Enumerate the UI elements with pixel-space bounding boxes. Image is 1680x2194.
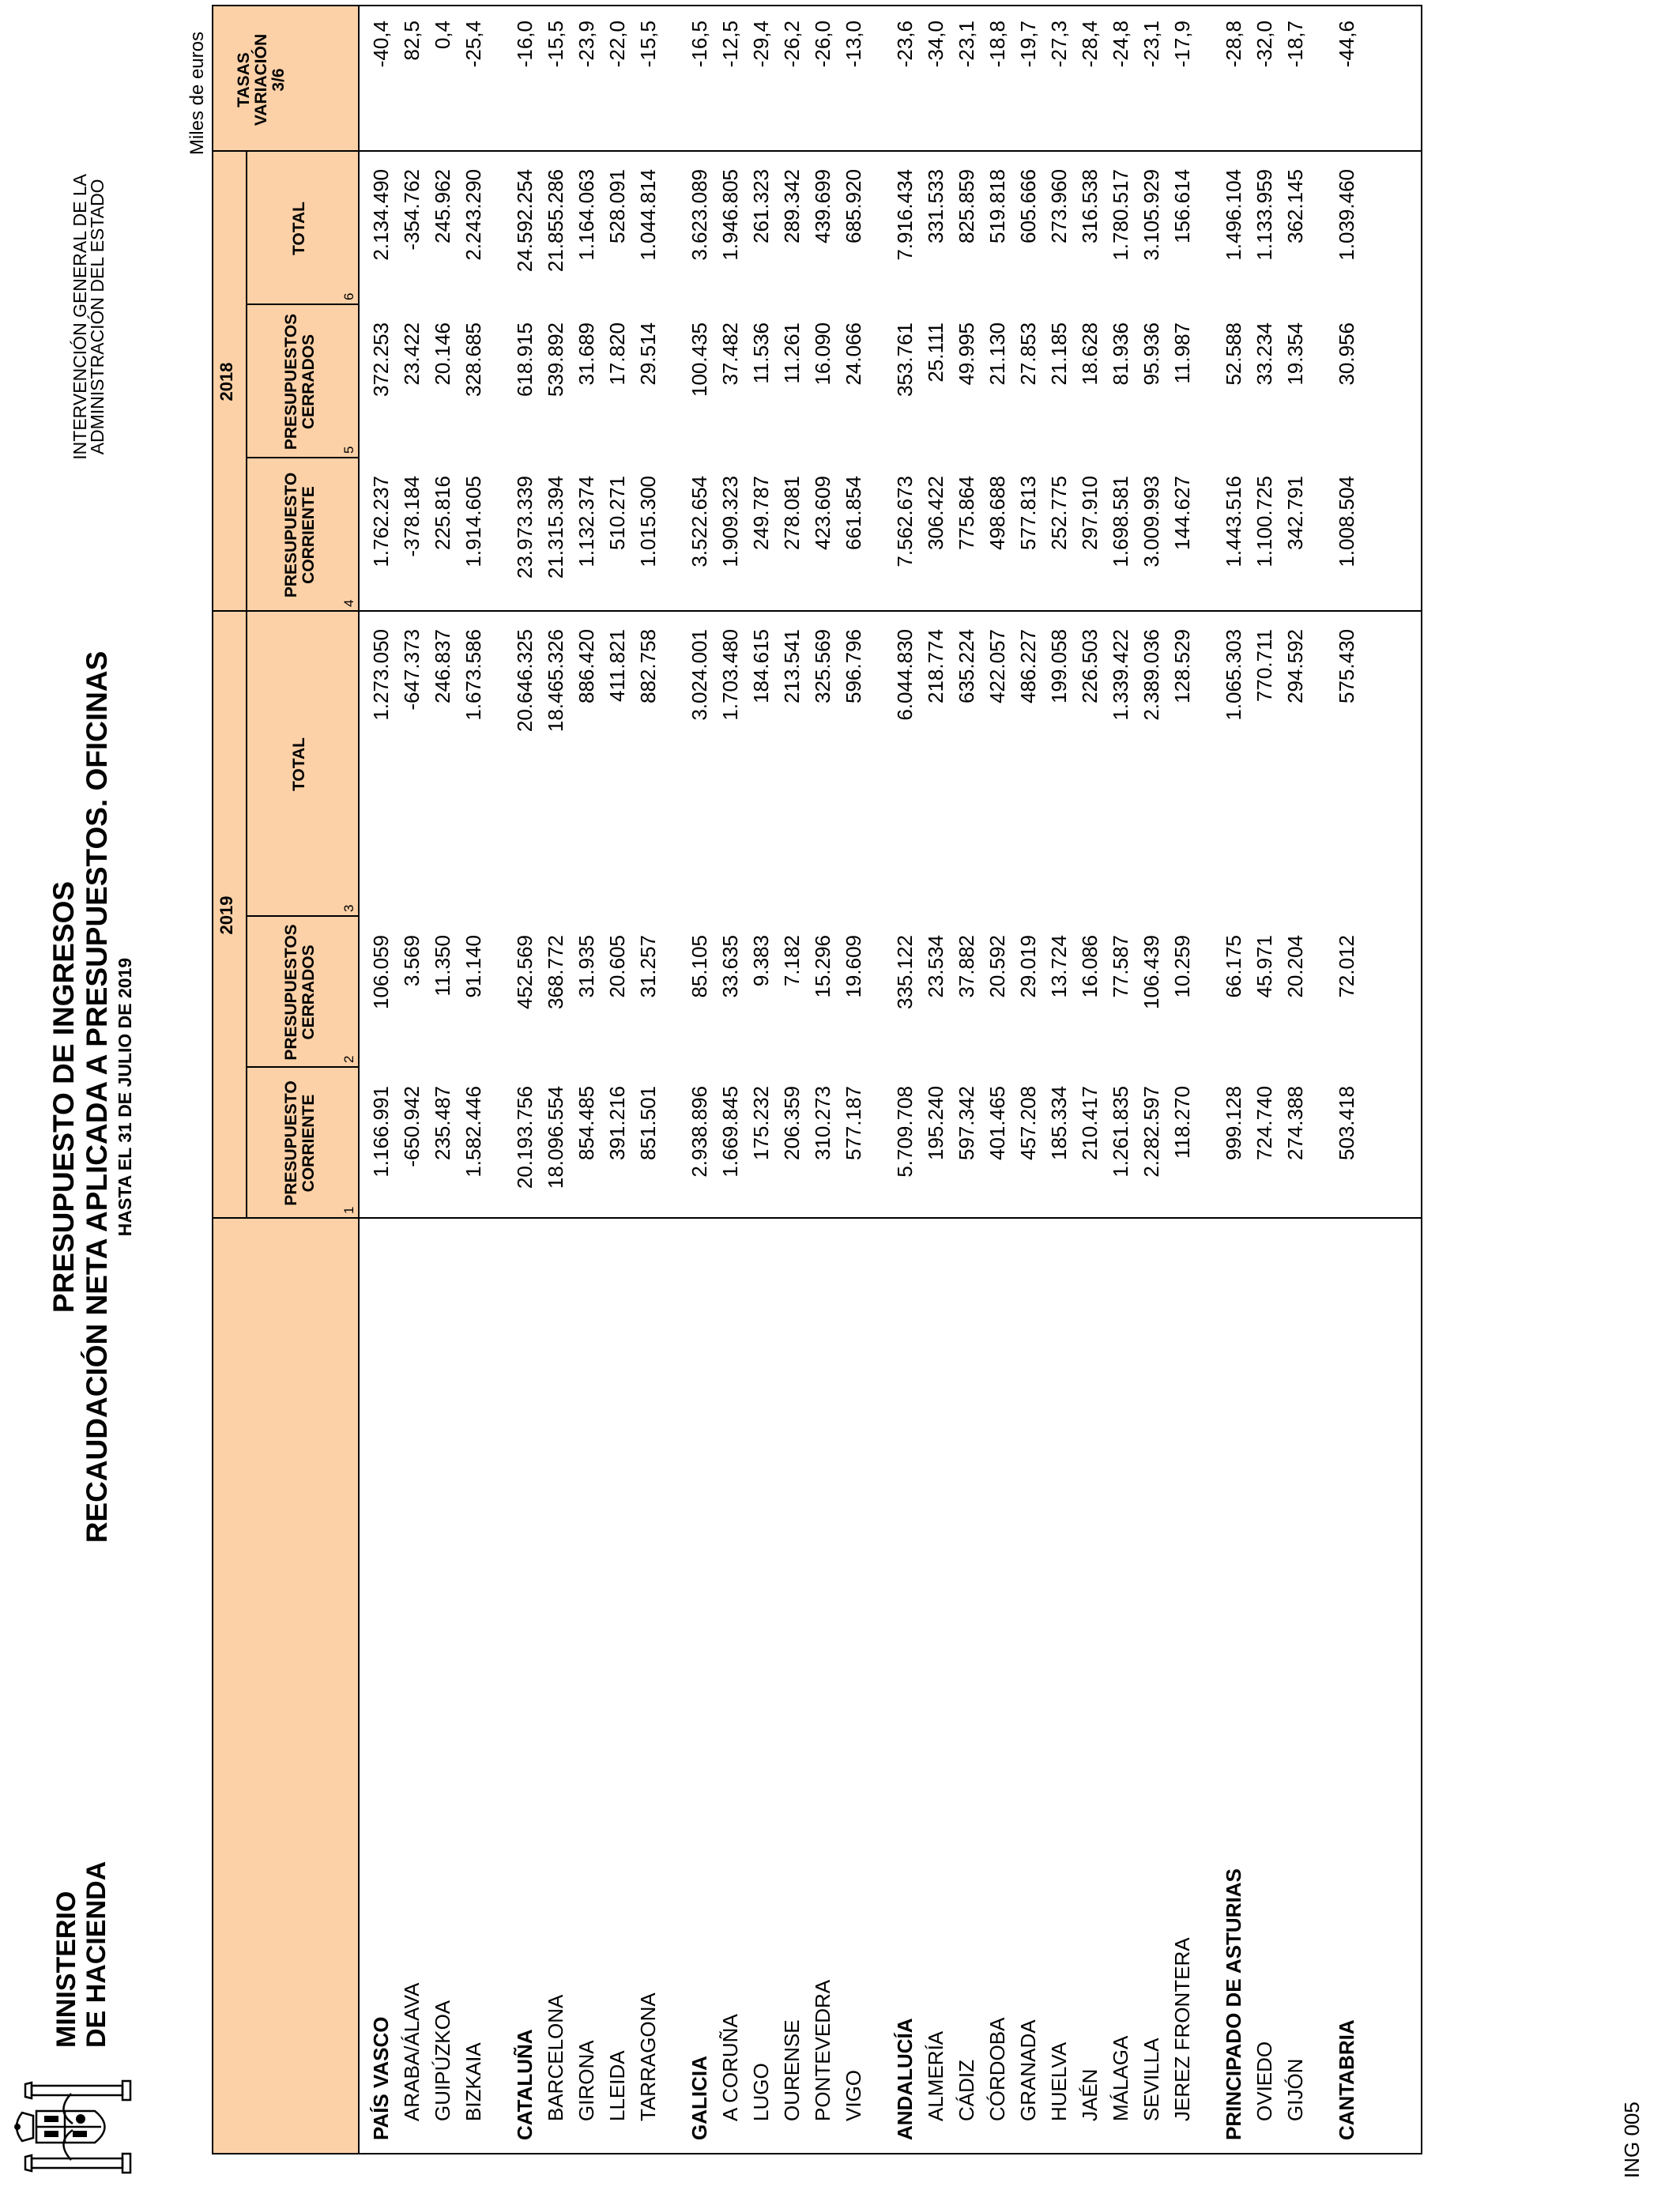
cell-value-1: 20.193.756 [513,1086,537,1189]
cell-value-2: 20.204 [1283,935,1307,998]
cell-value-5: 353.761 [893,322,917,397]
cell-value-6: 1.946.805 [718,169,742,261]
cell-value-5: 11.536 [749,322,773,384]
cell-value-6: 685.920 [842,169,865,243]
cell-value-4: 3.522.654 [687,476,711,567]
cell-value-5: 81.936 [1109,322,1132,386]
igae-line-2: ADMINISTRACIÓN DEL ESTADO [87,179,107,455]
cell-tasa: -17,9 [1170,21,1194,68]
cell-value-3: 218.774 [924,629,947,703]
cell-value-5: 24.066 [842,322,865,386]
cell-value-3: 635.224 [955,629,978,703]
row-label: GIRONA [574,2040,598,2121]
cell-value-2: 31.257 [636,935,660,998]
column-number-1: 1 [341,1206,356,1214]
cell-tasa: -26,2 [780,21,804,68]
cell-value-4: -378.184 [400,476,424,557]
cell-value-3: 2.389.036 [1139,629,1163,721]
cell-value-2: 85.105 [687,935,711,998]
row-label: JEREZ FRONTERA [1170,1937,1194,2121]
cell-value-4: 249.787 [749,476,773,550]
tasas-line-3: 3/6 [269,68,288,92]
row-label: ARABA/ÁLAVA [400,1982,424,2121]
row-label: PAÍS VASCO [369,2016,393,2140]
cell-value-1: 1.582.446 [461,1086,485,1178]
cell-value-3: 294.592 [1283,629,1307,703]
cell-tasa: -23,1 [955,21,978,68]
cell-value-5: 618.915 [513,322,537,397]
cell-value-5: 21.130 [985,322,1009,386]
cell-value-4: 1.762.237 [369,476,393,567]
cell-value-4: 144.627 [1170,476,1194,550]
cell-value-1: 999.128 [1222,1086,1245,1160]
row-label: MÁLAGA [1109,2035,1132,2121]
row-label: PONTEVEDRA [811,1979,834,2121]
cell-value-3: 1.703.480 [718,629,742,721]
column-header-label-2: CORRIENTE [299,486,318,584]
cell-value-4: 510.271 [605,476,629,550]
cell-value-6: 261.323 [749,169,773,243]
row-label: GIJÓN [1283,2058,1307,2121]
cell-value-2: 66.175 [1222,935,1245,998]
cell-value-6: 331.533 [924,169,947,243]
row-label: SEVILLA [1139,2038,1163,2121]
cell-value-4: 661.854 [842,476,865,550]
title-line-1: PRESUPUESTO DE INGRESOS [47,880,80,1314]
row-label: CÁDIZ [955,2060,978,2121]
column-number-4: 4 [341,599,356,607]
cell-value-2: 9.383 [749,935,773,987]
cell-value-5: 27.853 [1016,322,1040,386]
cell-tasa: -44,6 [1335,21,1358,68]
cell-value-3: 770.711 [1252,629,1276,703]
cell-value-4: 775.864 [955,476,978,550]
cell-value-6: 316.538 [1078,169,1102,243]
cell-value-3: 226.503 [1078,629,1102,703]
cell-tasa: -15,5 [636,21,660,68]
column-header-label-2: CORRIENTE [299,1094,318,1193]
cell-tasa: -15,5 [544,21,567,68]
cell-value-6: 1.044.814 [636,169,660,261]
column-header-label-1: PRESUPUESTOS [282,924,300,1061]
cell-value-1: 1.166.991 [369,1086,393,1178]
cell-value-4: 1.698.581 [1109,476,1132,567]
cell-value-2: 11.350 [431,935,454,997]
column-header-label-1: PRESUPUESTO [282,1080,300,1206]
row-label: GALICIA [687,2056,711,2140]
cell-tasa: -23,6 [893,21,917,68]
cell-value-5: 16.090 [811,322,834,386]
row-label: OVIEDO [1252,2041,1276,2121]
cell-tasa: -26,0 [811,21,834,68]
cell-value-6: 825.859 [955,169,978,243]
unit-label: Miles de euros [186,32,208,156]
column-number-3: 3 [341,904,356,912]
cell-value-4: 498.688 [985,476,1009,550]
cell-value-4: 1.008.504 [1335,476,1358,567]
row-label: BARCELONA [544,1994,567,2121]
cell-value-4: 1.443.516 [1222,476,1245,567]
column-header-label-2: CERRADOS [299,944,318,1040]
cell-value-5: 539.892 [544,322,567,397]
ministry-line-2: DE HACIENDA [81,1860,111,2048]
title-line-2: RECAUDACIÓN NETA APLICADA A PRESUPUESTOS. OFICINAS [81,650,113,1544]
cell-value-1: 503.418 [1335,1086,1358,1160]
cell-value-1: 206.359 [780,1086,804,1160]
cell-tasa: -18,7 [1283,21,1307,68]
cell-value-6: 1.496.104 [1222,169,1245,261]
row-label: CÓRDOBA [985,2017,1009,2121]
title-line-3: HASTA EL 31 DE JULIO DE 2019 [115,957,135,1237]
cell-tasa: -34,0 [924,21,947,68]
cell-value-3: 1.065.303 [1222,629,1245,721]
row-label: CATALUÑA [513,2029,537,2140]
cell-value-6: 24.592.254 [513,169,537,273]
cell-value-6: 1.780.517 [1109,169,1132,261]
cell-value-6: 362.145 [1283,169,1307,243]
cell-value-6: 1.133.959 [1252,169,1276,261]
column-header-label-1: PRESUPUESTOS [282,313,300,450]
cell-tasa: -19,7 [1016,21,1040,68]
cell-tasa: 0,4 [431,21,454,50]
cell-tasa: -40,4 [369,21,393,68]
cell-value-4: 23.973.339 [513,476,537,579]
cell-value-1: 5.709.708 [893,1086,917,1178]
cell-value-5: 49.995 [955,322,978,386]
cell-value-3: 486.227 [1016,629,1040,703]
cell-value-1: 195.240 [924,1086,947,1160]
cell-value-4: 7.562.673 [893,476,917,567]
cell-value-1: 18.096.554 [544,1086,567,1189]
row-label: PRINCIPADO DE ASTURIAS [1222,1868,1245,2140]
cell-value-1: 274.388 [1283,1086,1307,1160]
cell-value-4: 342.791 [1283,476,1307,550]
cell-value-3: 18.465.326 [544,629,567,733]
cell-value-5: 25.111 [924,322,947,383]
cell-value-3: 199.058 [1047,629,1071,703]
cell-value-3: 1.673.586 [461,629,485,721]
cell-value-4: 278.081 [780,476,804,550]
cell-value-5: 21.185 [1047,322,1071,386]
column-header-label-1: TOTAL [290,737,308,792]
cell-value-2: 16.086 [1078,935,1102,998]
cell-value-6: 21.855.286 [544,169,567,273]
cell-value-5: 20.146 [431,322,454,386]
cell-value-5: 37.482 [718,322,742,386]
cell-value-2: 29.019 [1016,935,1040,998]
cell-tasa: -13,0 [842,21,865,68]
cell-value-3: 1.273.050 [369,629,393,721]
cell-tasa: -29,4 [749,21,773,68]
column-number-6: 6 [341,292,356,300]
cell-value-5: 19.354 [1283,322,1307,386]
cell-tasa: -12,5 [718,21,742,68]
cell-value-4: 577.813 [1016,476,1040,550]
cell-value-5: 11.261 [780,322,804,384]
year-2019-header: 2019 [217,895,236,935]
cell-value-5: 29.514 [636,322,660,386]
cell-value-5: 11.987 [1170,322,1194,384]
table-frame [212,5,1422,2154]
cell-value-6: 245.962 [431,169,454,243]
cell-value-2: 20.605 [605,935,629,998]
cell-tasa: -22,0 [605,21,629,68]
row-label: LLEIDA [605,2050,629,2121]
cell-value-2: 77.587 [1109,935,1132,998]
row-label: GRANADA [1016,2019,1040,2121]
row-label: LUGO [749,2063,773,2121]
cell-value-1: 851.501 [636,1086,660,1160]
cell-value-4: 1.100.725 [1252,476,1276,567]
cell-value-6: 2.134.490 [369,169,393,261]
cell-value-6: 289.342 [780,169,804,243]
cell-value-6: 273.960 [1047,169,1071,243]
cell-value-5: 30.956 [1335,322,1358,386]
tasas-line-2: VARIACIÓN [252,33,270,126]
cell-tasa: -23,9 [574,21,598,68]
ministry-line-1: MINISTERIO [51,1891,81,2048]
cell-value-4: 1.909.323 [718,476,742,567]
cell-tasa: -28,4 [1078,21,1102,68]
igae-label [71,174,106,460]
cell-value-1: 185.334 [1047,1086,1071,1160]
cell-value-1: 1.669.845 [718,1086,742,1178]
cell-value-4: 252.775 [1047,476,1071,550]
cell-value-1: 401.465 [985,1086,1009,1160]
row-label: CANTABRIA [1335,2019,1358,2140]
cell-value-2: 19.609 [842,935,865,998]
cell-value-1: 854.485 [574,1086,598,1160]
row-label: ALMERÍA [924,2030,947,2121]
cell-value-4: 225.816 [431,476,454,550]
cell-value-5: 100.435 [687,322,711,397]
cell-value-2: 452.569 [513,935,537,1009]
cell-value-3: 3.024.001 [687,629,711,721]
cell-value-5: 33.234 [1252,322,1276,386]
cell-value-1: 118.270 [1170,1086,1194,1159]
cell-value-4: 1.914.605 [461,476,485,567]
cell-value-1: 391.216 [605,1086,629,1160]
cell-value-1: 1.261.835 [1109,1086,1132,1178]
cell-value-6: 1.164.063 [574,169,598,261]
cell-value-3: -647.373 [400,629,424,711]
cell-value-6: 439.699 [811,169,834,243]
cell-value-4: 3.009.993 [1139,476,1163,567]
cell-value-3: 246.837 [431,629,454,703]
cell-tasa: -25,4 [461,21,485,68]
cell-value-2: 10.259 [1170,935,1194,998]
cell-value-3: 6.044.830 [893,629,917,721]
row-label: GUIPÚZKOA [431,2000,454,2121]
cell-value-3: 20.646.325 [513,629,537,733]
cell-value-2: 45.971 [1252,935,1276,998]
cell-tasa: -23,1 [1139,21,1163,68]
cell-value-4: 306.422 [924,476,947,550]
cell-value-2: 7.182 [780,935,804,987]
cell-value-1: 2.282.597 [1139,1086,1163,1178]
cell-value-2: 72.012 [1335,935,1358,998]
cell-value-3: 411.821 [605,629,629,703]
cell-value-1: 457.208 [1016,1086,1040,1160]
tasas-line-1: TASAS [235,52,253,107]
cell-value-4: 1.132.374 [574,476,598,567]
cell-value-5: 52.588 [1222,322,1245,386]
cell-value-3: 886.420 [574,629,598,703]
column-header-label-1: PRESUPUESTO [282,472,300,598]
cell-value-3: 422.057 [985,629,1009,703]
cell-tasa: -27,3 [1047,21,1071,68]
cell-value-5: 372.253 [369,322,393,397]
cell-value-2: 91.140 [461,935,485,998]
data-table [212,6,1421,2154]
column-header-label-2: CERRADOS [299,334,318,430]
cell-value-2: 106.059 [369,935,393,1009]
row-label: JAÉN [1078,2068,1102,2121]
cell-value-3: 213.541 [780,629,804,703]
cell-value-4: 1.015.300 [636,476,660,567]
cell-value-6: 7.916.434 [893,169,917,261]
cell-value-3: 596.796 [842,629,865,703]
cell-value-2: 368.772 [544,935,567,1009]
cell-value-2: 23.534 [924,935,947,998]
cell-value-6: 1.039.460 [1335,169,1358,261]
cell-tasa: -16,0 [513,21,537,68]
row-label: VIGO [842,2069,865,2121]
cell-value-2: 13.724 [1047,935,1071,998]
cell-value-1: 724.740 [1252,1086,1276,1160]
cell-value-6: 528.091 [605,169,629,243]
cell-value-1: 2.938.896 [687,1086,711,1178]
cell-value-3: 184.615 [749,629,773,703]
cell-value-1: 310.273 [811,1086,834,1160]
cell-value-3: 575.430 [1335,629,1358,703]
cell-value-6: 2.243.290 [461,169,485,261]
row-label: OURENSE [780,2019,804,2121]
cell-value-1: 210.417 [1078,1086,1102,1160]
cell-value-1: 577.187 [842,1086,865,1160]
cell-value-4: 297.910 [1078,476,1102,550]
cell-value-2: 20.592 [985,935,1009,998]
cell-value-5: 328.685 [461,322,485,397]
cell-value-2: 335.122 [893,935,917,1009]
cell-value-1: 175.232 [749,1086,773,1160]
cell-value-6: 3.105.929 [1139,169,1163,261]
cell-tasa: -18,8 [985,21,1009,68]
cell-value-3: 128.529 [1170,629,1194,703]
cell-value-5: 95.936 [1139,322,1163,386]
cell-tasa: -28,8 [1222,21,1245,68]
document-code: ING 005 [1620,2102,1644,2178]
cell-value-2: 106.439 [1139,935,1163,1009]
cell-value-6: 3.623.089 [687,169,711,261]
cell-tasa: -32,0 [1252,21,1276,68]
row-label: A CORUÑA [718,2014,742,2121]
column-number-5: 5 [341,446,356,454]
cell-value-3: 325.569 [811,629,834,703]
year-2018-header: 2018 [217,362,236,401]
cell-value-1: -650.942 [400,1086,424,1167]
column-number-2: 2 [341,1055,356,1063]
cell-value-2: 33.635 [718,935,742,998]
cell-value-3: 882.758 [636,629,660,703]
cell-value-6: 519.818 [985,169,1009,243]
cell-value-5: 31.689 [574,322,598,386]
cell-value-1: 235.487 [431,1086,454,1160]
igae-line-1: INTERVENCIÓN GENERAL DE LA [70,174,90,460]
cell-value-4: 423.609 [811,476,834,550]
cell-value-2: 31.935 [574,935,598,998]
cell-value-2: 3.569 [400,935,424,987]
cell-tasa: -16,5 [687,21,711,68]
cell-value-4: 21.315.394 [544,476,567,579]
cell-value-3: 1.339.422 [1109,629,1132,721]
cell-value-5: 18.628 [1078,322,1102,386]
row-label: BIZKAIA [461,2042,485,2121]
cell-value-1: 597.342 [955,1086,978,1160]
cell-tasa: -24,8 [1109,21,1132,68]
cell-value-5: 23.422 [400,322,424,386]
row-label: TARRAGONA [636,1992,660,2121]
row-label: ANDALUCÍA [893,2018,917,2140]
cell-tasa: 82,5 [400,21,424,61]
cell-value-2: 15.296 [811,935,834,998]
cell-value-6: 605.666 [1016,169,1040,243]
cell-value-6: -354.762 [400,169,424,251]
cell-value-5: 17.820 [605,322,629,386]
cell-value-2: 37.882 [955,935,978,998]
cell-value-6: 156.614 [1170,169,1194,243]
row-label: HUELVA [1047,2041,1071,2121]
column-header-label-1: TOTAL [290,201,308,256]
